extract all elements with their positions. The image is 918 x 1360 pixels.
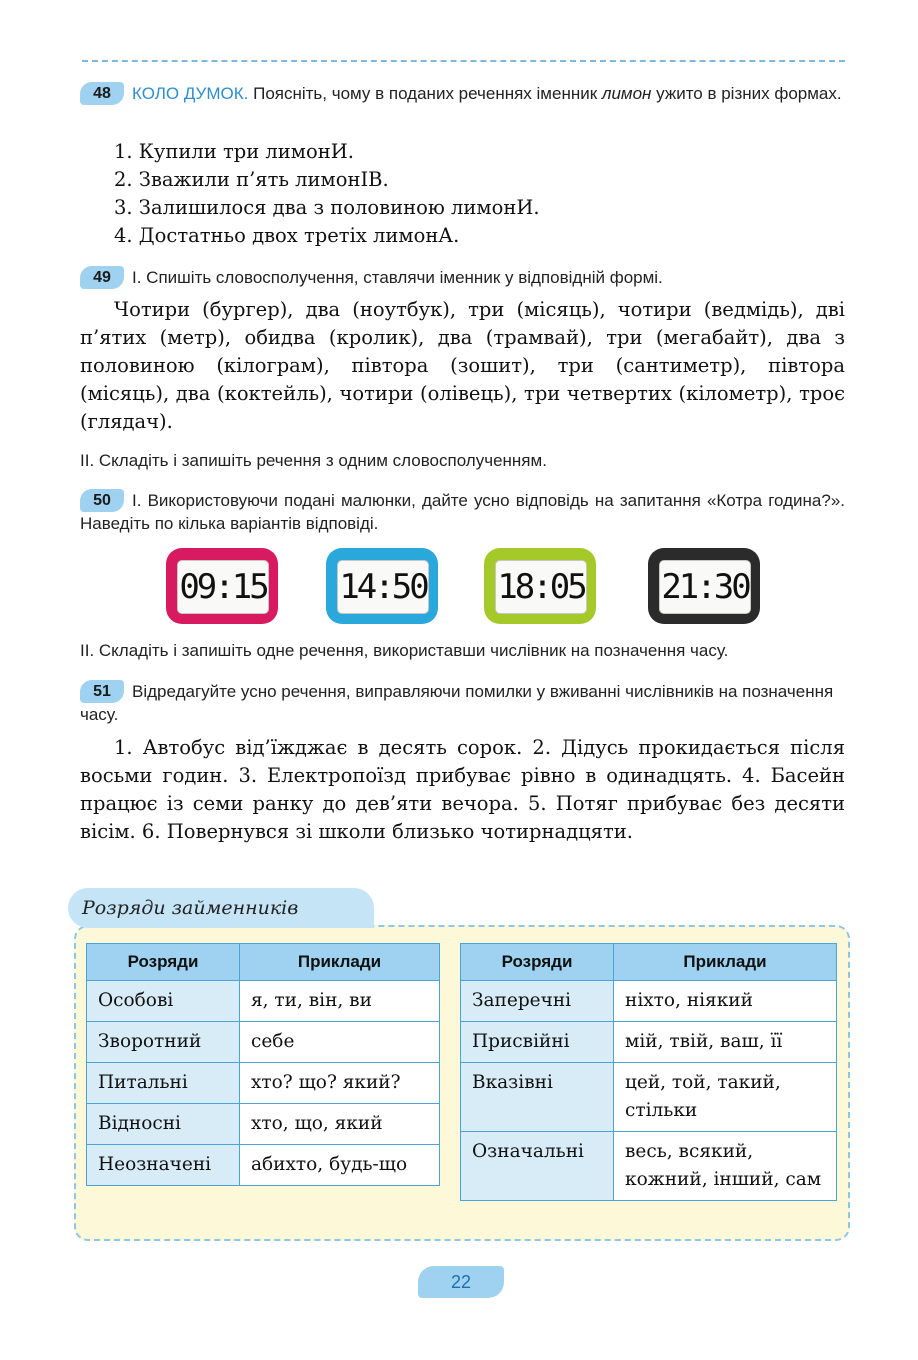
exercise-50-task: [80, 489, 845, 535]
alarm-clock-pink: [166, 548, 278, 624]
exercise-51-task: [80, 680, 845, 726]
category-cell: Означальні: [461, 1132, 614, 1201]
column-header-examples: Приклади: [240, 944, 440, 981]
category-cell: Питальні: [87, 1063, 240, 1104]
exercise-51-text: 1. Автобус від’їжджає в десять сорок. 2. Дідусь прокидається після восьми годин. 3. Електропоїзд прибуває рівно в одинадцять. 4. Басейн працює із семи ранку до дев’яти вечора. 5. Потяг прибуває без десяти вісім. 6. Повернувся зі школи близько чотирнадцяти.: [80, 736, 845, 843]
table-header-row: [461, 944, 837, 981]
task-text: І. Використовуючи подані малюнки, дайте усно відповідь на запитання «Котра година?». Наведіть по кілька варіантів відповіді.: [80, 491, 845, 533]
column-header-categories: Розряди: [87, 944, 240, 981]
examples-cell: абихто, будь-що: [240, 1145, 440, 1186]
page-number: 22: [418, 1266, 504, 1298]
category-cell: Відносні: [87, 1104, 240, 1145]
clock-display: 09:15: [177, 560, 269, 614]
category-cell: Неозначені: [87, 1145, 240, 1186]
examples-cell: мій, твій, ваш, її: [614, 1022, 837, 1063]
alarm-clock-black: [648, 548, 760, 624]
exercise-49-task-2: ІІ. Складіть і запишіть речення з одним словосполученням.: [80, 451, 547, 470]
category-cell: Присвійні: [461, 1022, 614, 1063]
table-row: [461, 1022, 837, 1063]
top-dashed-divider: [82, 60, 845, 62]
examples-cell: цей, той, такий, стільки: [614, 1063, 837, 1132]
table-row: [87, 1063, 440, 1104]
exercise-48-task: [80, 82, 845, 105]
sentence-item: 4. Достатньо двох третіх лимонА.: [114, 224, 460, 247]
clock-display: 18:05: [495, 560, 587, 614]
sentence-item: 3. Залишилося два з половиною лимонИ.: [114, 196, 540, 219]
table-row: [461, 1063, 837, 1132]
category-cell: Зворотний: [87, 1022, 240, 1063]
examples-cell: весь, всякий, кожний, інший, сам: [614, 1132, 837, 1201]
table-row: [461, 981, 837, 1022]
clock-display: 21:30: [659, 560, 751, 614]
pronoun-table-left: [86, 943, 440, 1186]
column-header-categories: Розряди: [461, 944, 614, 981]
exercise-number-badge: 49: [80, 266, 124, 289]
exercise-49-phrases: Чотири (бургер), два (ноутбук), три (місяць), чотири (ведмідь), дві п’ятих (метр), обидва (кролик), два (трамвай), три (мегабайт), два з половиною (кілограм), півтора (зошит), три (сантиметр), півтора (місяць), два (коктейль), чотири (олівець), три четвертих (кілометр), троє (глядач).: [80, 298, 845, 433]
exercise-number-badge: 48: [80, 82, 124, 105]
exercise-49-task: [80, 266, 845, 289]
examples-cell: себе: [240, 1022, 440, 1063]
table-row: [87, 1145, 440, 1186]
exercise-50-task-2: ІІ. Складіть і запишіть одне речення, використавши числівник на позначення часу.: [80, 641, 729, 660]
alarm-clock-blue: [326, 548, 438, 624]
task-text: Поясніть, чому в поданих реченнях іменник: [248, 84, 602, 103]
column-header-examples: Приклади: [614, 944, 837, 981]
examples-cell: я, ти, він, ви: [240, 981, 440, 1022]
section-title-band: [68, 888, 374, 928]
pronoun-table-right: [460, 943, 837, 1201]
clock-display: 14:50: [337, 560, 429, 614]
table-row: [87, 1104, 440, 1145]
sentence-item: 1. Купили три лимонИ.: [114, 140, 354, 163]
category-cell: Заперечні: [461, 981, 614, 1022]
category-cell: Вказівні: [461, 1063, 614, 1132]
alarm-clock-green: [484, 548, 596, 624]
examples-cell: хто? що? який?: [240, 1063, 440, 1104]
table-row: [87, 1022, 440, 1063]
task-text: Відредагуйте усно речення, виправляючи помилки у вживанні числівників на позначення часу.: [80, 682, 834, 724]
exercise-number-badge: 50: [80, 489, 124, 512]
table-header-row: [87, 944, 440, 981]
examples-cell: ніхто, ніякий: [614, 981, 837, 1022]
section-title: Розряди займенників: [82, 897, 299, 919]
exercise-number-badge: 51: [80, 680, 124, 703]
task-text-end: ужито в різних формах.: [651, 84, 842, 103]
clock-images: [0, 548, 918, 630]
category-cell: Особові: [87, 981, 240, 1022]
sentence-item: 2. Зважили п’ять лимонІВ.: [114, 168, 389, 191]
task-lead: КОЛО ДУМОК.: [132, 84, 249, 103]
exercise-48-sentences: [80, 138, 845, 250]
task-keyword: лимон: [601, 84, 652, 103]
table-row: [87, 981, 440, 1022]
examples-cell: хто, що, який: [240, 1104, 440, 1145]
task-text: І. Спишіть словосполучення, ставлячи іменник у відповідній формі.: [132, 268, 663, 287]
table-row: [461, 1132, 837, 1201]
